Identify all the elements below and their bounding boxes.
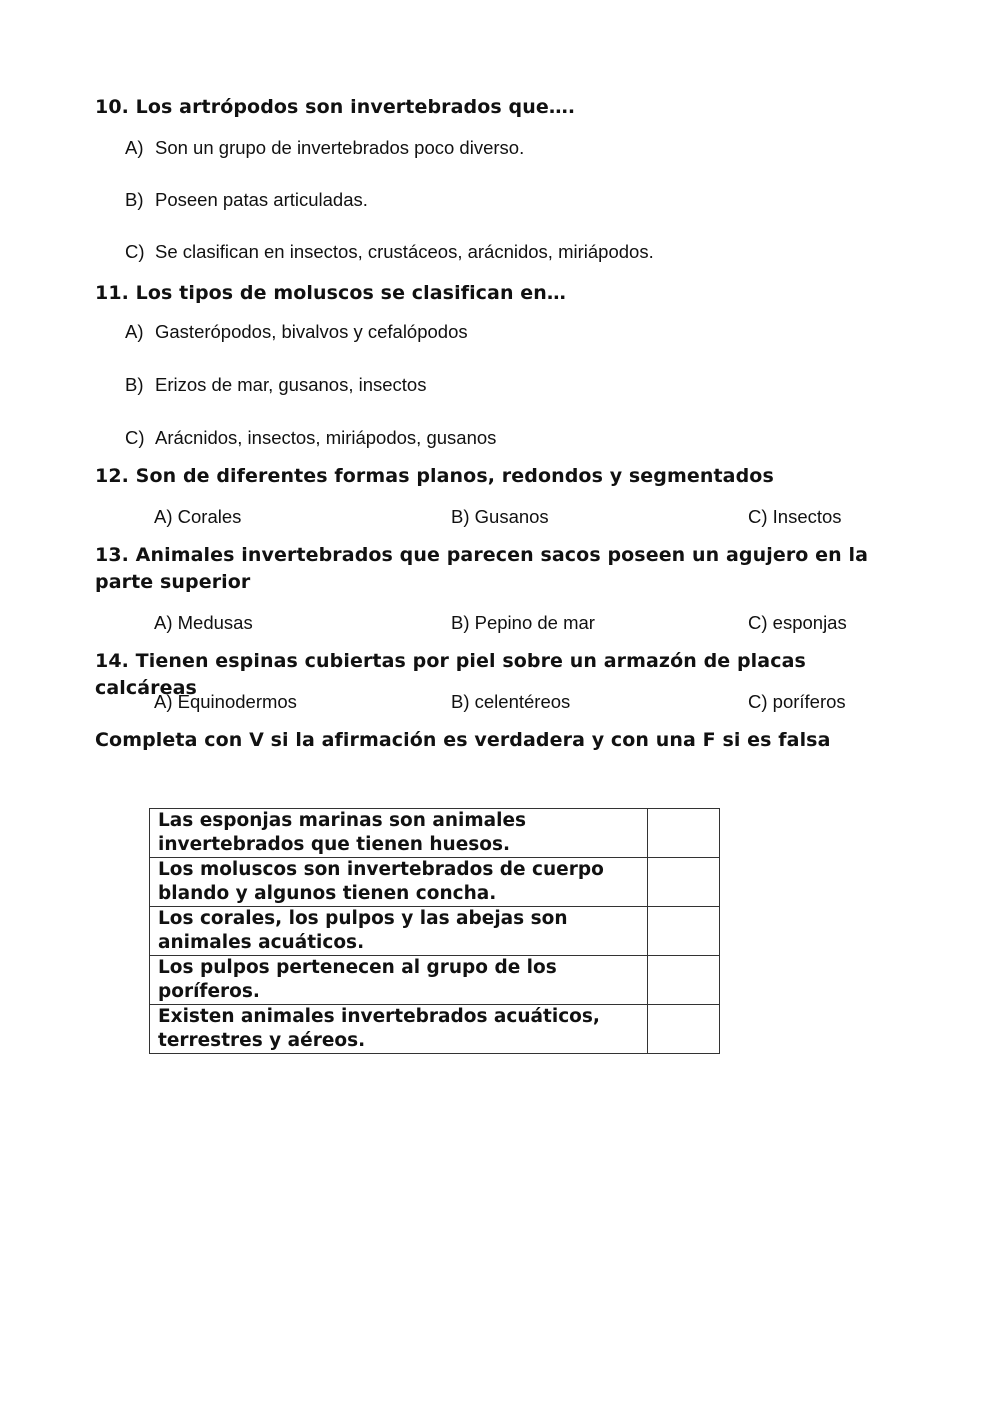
question-14-title: 14. Tienen espinas cubiertas por piel sobre un armazón de placas calcáreas	[95, 650, 806, 699]
question-12-option-b[interactable]: B) Gusanos	[451, 506, 549, 527]
option-text: Gasterópodos, bivalvos y cefalópodos	[155, 321, 468, 342]
question-12-option-c[interactable]: C) Insectos	[748, 506, 842, 527]
table-row	[150, 956, 720, 1005]
table-row	[150, 1005, 720, 1054]
true-false-table	[149, 808, 720, 1054]
question-11-option-b[interactable]	[125, 373, 426, 397]
question-10-option-c[interactable]	[125, 240, 654, 264]
option-letter: A)	[125, 137, 144, 158]
answer-box[interactable]	[648, 956, 720, 1005]
answer-box[interactable]	[648, 809, 720, 858]
table-row	[150, 907, 720, 956]
statement-cell: Los moluscos son invertebrados de cuerpo blando y algunos tienen concha.	[150, 858, 648, 907]
table-row	[150, 858, 720, 907]
answer-box[interactable]	[648, 1005, 720, 1054]
question-10-title: 10. Los artrópodos son invertebrados que….	[95, 96, 576, 118]
option-text: Son un grupo de invertebrados poco diverso.	[155, 137, 525, 158]
question-11-title: 11. Los tipos de moluscos se clasifican en…	[95, 282, 567, 304]
question-13-title: 13. Animales invertebrados que parecen sacos poseen un agujero en la parte superior	[95, 544, 869, 593]
answer-box[interactable]	[648, 907, 720, 956]
option-letter: C)	[125, 241, 145, 262]
option-letter: B)	[125, 374, 144, 395]
question-12-title: 12. Son de diferentes formas planos, redondos y segmentados	[95, 465, 774, 487]
question-13-option-c[interactable]: C) esponjas	[748, 612, 847, 633]
question-11-option-c[interactable]	[125, 426, 496, 450]
question-14-option-c[interactable]: C) poríferos	[748, 691, 846, 712]
option-text: Erizos de mar, gusanos, insectos	[155, 374, 427, 395]
true-false-instruction: Completa con V si la afirmación es verdadera y con una F si es falsa	[95, 729, 831, 751]
question-13-option-b[interactable]: B) Pepino de mar	[451, 612, 595, 633]
statement-cell: Los pulpos pertenecen al grupo de los poríferos.	[150, 956, 648, 1005]
question-13-option-a[interactable]: A) Medusas	[154, 612, 253, 633]
option-text: Se clasifican en insectos, crustáceos, arácnidos, miriápodos.	[155, 241, 654, 262]
statement-cell: Los corales, los pulpos y las abejas son animales acuáticos.	[150, 907, 648, 956]
question-12-option-a[interactable]: A) Corales	[154, 506, 242, 527]
answer-box[interactable]	[648, 858, 720, 907]
table-row	[150, 809, 720, 858]
statement-cell: Las esponjas marinas son animales invertebrados que tienen huesos.	[150, 809, 648, 858]
question-14-option-b[interactable]: B) celentéreos	[451, 691, 571, 712]
option-text: Poseen patas articuladas.	[155, 189, 368, 210]
option-text: Arácnidos, insectos, miriápodos, gusanos	[155, 427, 497, 448]
option-letter: B)	[125, 189, 144, 210]
statement-cell: Existen animales invertebrados acuáticos, terrestres y aéreos.	[150, 1005, 648, 1054]
question-10-option-a[interactable]	[125, 136, 524, 160]
option-letter: C)	[125, 427, 145, 448]
option-letter: A)	[125, 321, 144, 342]
question-11-option-a[interactable]	[125, 320, 468, 344]
question-14-option-a[interactable]: A) Equinodermos	[154, 691, 297, 712]
question-10-option-b[interactable]	[125, 188, 368, 212]
